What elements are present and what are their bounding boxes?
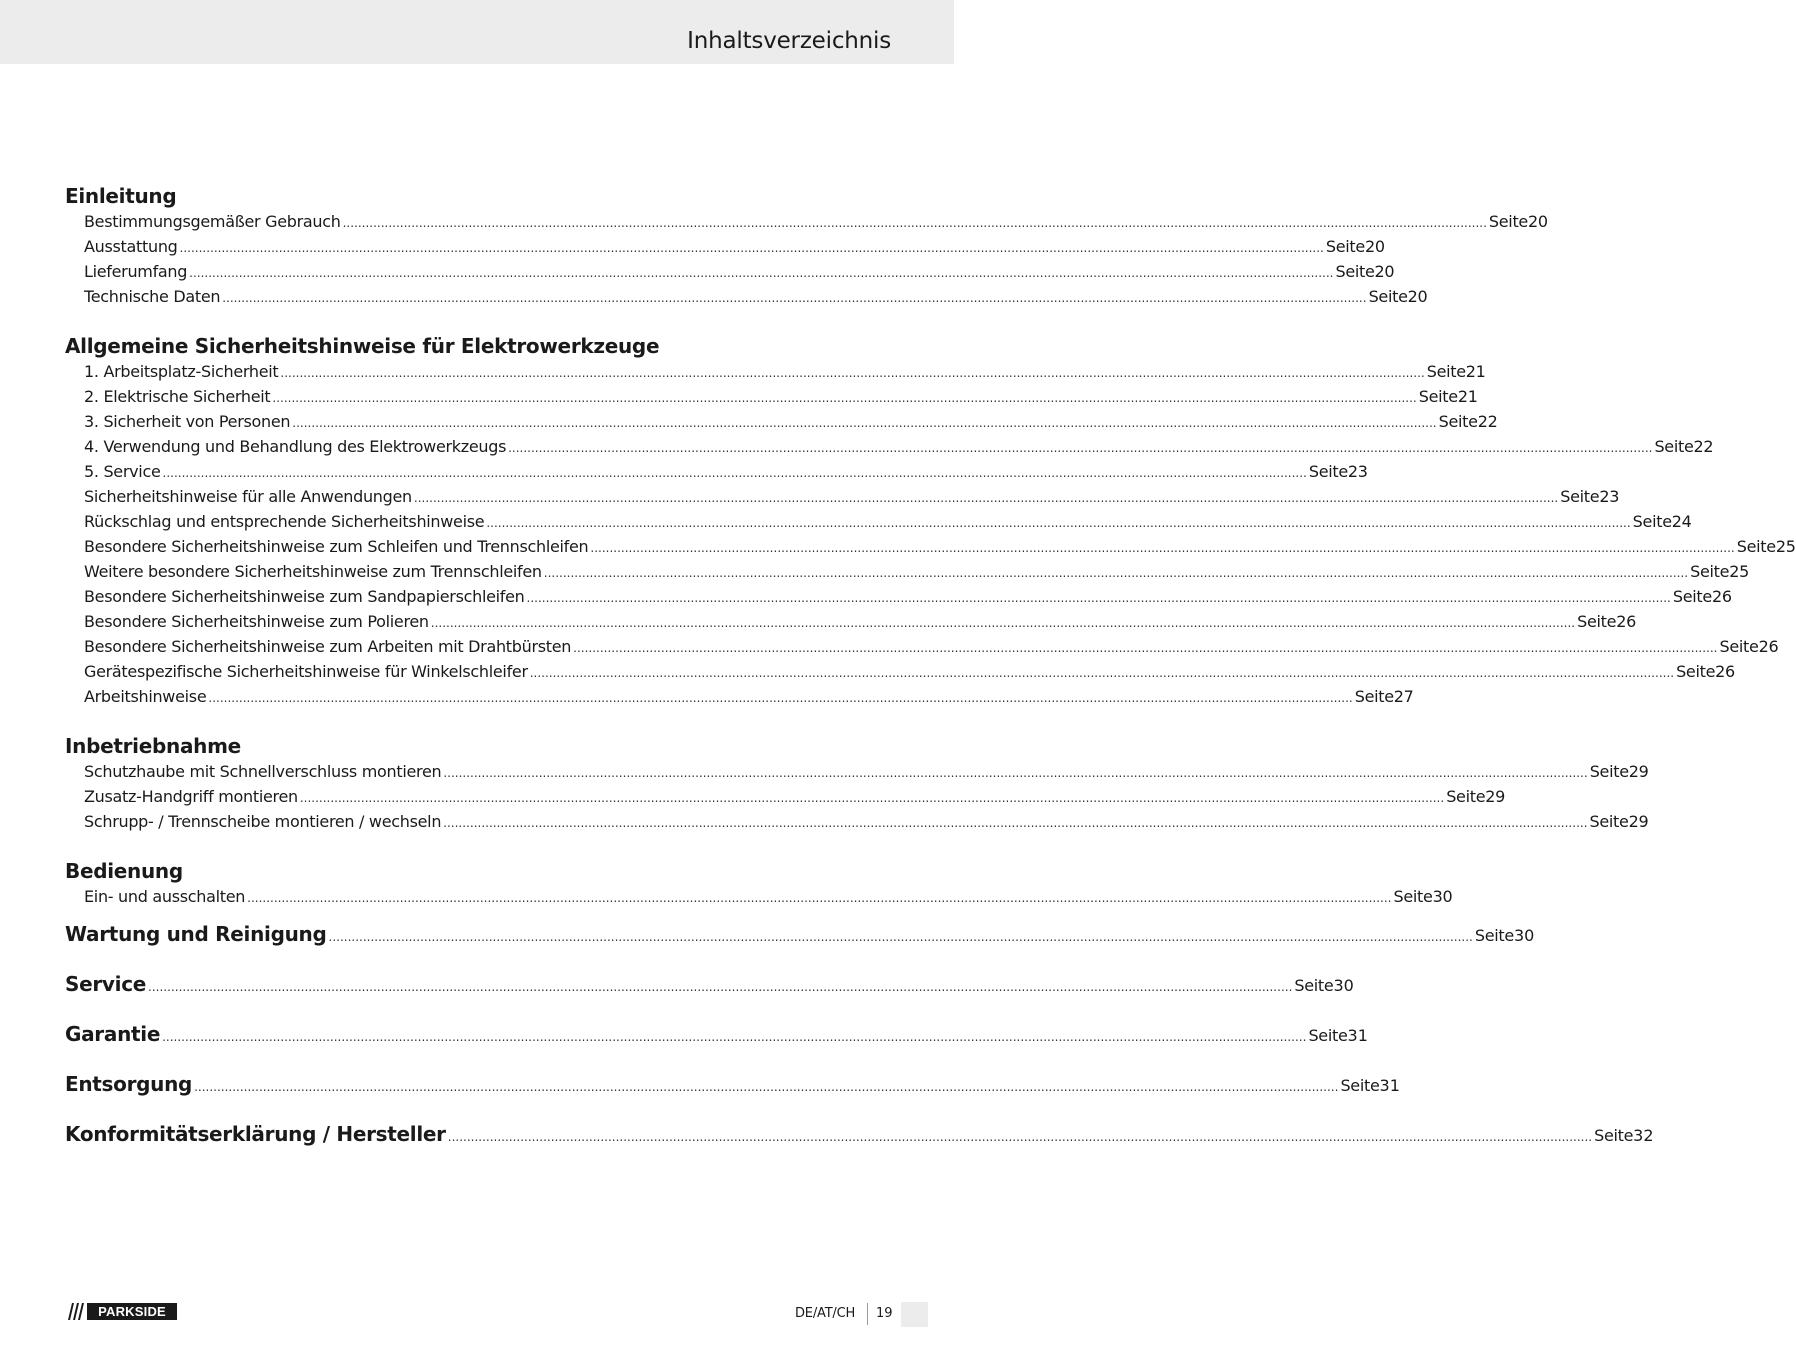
footer-divider	[867, 1303, 868, 1325]
entry-page-number: 20	[1407, 287, 1428, 306]
entry-page-number: 21	[1465, 362, 1486, 381]
entry-label: 2. Elektrische Sicherheit	[84, 387, 271, 406]
toc-entry[interactable]	[84, 284, 1428, 309]
toc-entry[interactable]	[84, 384, 1478, 409]
toc-section-bedienung	[65, 858, 1453, 909]
entry-page-number: 30	[1432, 887, 1453, 906]
dot-leader: ............................................................................................................................................................................................................................................................................................................	[292, 416, 1437, 430]
entry-label: 5. Service	[84, 462, 161, 481]
dot-leader: ............................................................................................................................................................................................................................................................................................................	[162, 466, 1307, 480]
entry-seite: Seite	[1474, 926, 1514, 945]
entry-label: Rückschlag und entsprechende Sicherheitshinweise	[84, 512, 485, 531]
entry-seite: Seite	[1308, 1026, 1348, 1045]
dot-leader: ............................................................................................................................................................................................................................................................................................................	[443, 816, 1588, 830]
entry-label: Lieferumfang	[84, 262, 188, 281]
toc-entry[interactable]	[84, 259, 1395, 284]
entry-page-number: 25	[1775, 537, 1796, 556]
entry-page-number: 20	[1527, 212, 1548, 231]
toc-entry[interactable]	[84, 659, 1735, 684]
main-entry-label: Wartung und Reinigung	[65, 922, 327, 946]
main-entry-label: Service	[65, 972, 147, 996]
section-gap	[65, 709, 889, 733]
entry-seite: Seite	[1594, 1126, 1634, 1145]
entry-label: Gerätespezifische Sicherheitshinweise für Winkelschleifer	[84, 662, 528, 681]
dot-leader: ............................................................................................................................................................................................................................................................................................................	[208, 691, 1353, 705]
entry-seite: Seite	[1560, 487, 1600, 506]
entry-label: Zusatz-Handgriff montieren	[84, 787, 298, 806]
logo-text: PARKSIDE	[87, 1303, 177, 1320]
section-entries	[84, 359, 1796, 709]
dot-leader: ............................................................................................................................................................................................................................................................................................................	[413, 491, 1559, 505]
dot-leader: ............................................................................................................................................................................................................................................................................................................	[443, 766, 1588, 780]
dot-leader: ............................................................................................................................................................................................................................................................................................................	[179, 241, 1324, 255]
entry-page-number: 26	[1758, 637, 1779, 656]
main-entry-label: Konformitätserklärung / Hersteller	[65, 1122, 446, 1146]
entry-page-number: 24	[1671, 512, 1692, 531]
entry-page-number: 30	[1513, 926, 1535, 945]
entry-label: Schrupp- / Trennscheibe montieren / wechseln	[84, 812, 442, 831]
entry-page-number: 23	[1347, 462, 1368, 481]
parkside-logo	[65, 1303, 177, 1320]
toc-main-entry[interactable]	[65, 1009, 1368, 1059]
entry-page-number: 26	[1715, 662, 1735, 681]
entry-seite: Seite	[1690, 562, 1730, 581]
logo-stripes-icon	[65, 1303, 87, 1320]
toc-entry[interactable]	[84, 209, 1548, 234]
toc-entry[interactable]	[84, 559, 1749, 584]
dot-leader: ............................................................................................................................................................................................................................................................................................................	[162, 1030, 1307, 1044]
entry-label: Sicherheitshinweise für alle Anwendungen	[84, 487, 412, 506]
entry-label: Ein- und ausschalten	[84, 887, 246, 906]
toc-entry[interactable]	[84, 809, 1649, 834]
dot-leader: ............................................................................................................................................................................................................................................................................................................	[590, 541, 1735, 555]
section-gap	[65, 834, 889, 858]
dot-leader: ............................................................................................................................................................................................................................................................................................................	[342, 216, 1487, 230]
entry-label: 1. Arbeitsplatz-Sicherheit	[84, 362, 279, 381]
section-entries	[84, 759, 1649, 834]
entry-label: Schutzhaube mit Schnellverschluss montieren	[84, 762, 442, 781]
entry-label: Arbeitshinweise	[84, 687, 207, 706]
entry-label: Weitere besondere Sicherheitshinweise zum Trennschleifen	[84, 562, 542, 581]
dot-leader: ............................................................................................................................................................................................................................................................................................................	[526, 591, 1671, 605]
entry-page-number: 25	[1729, 562, 1749, 581]
entry-page-number: 23	[1599, 487, 1620, 506]
dot-leader: ............................................................................................................................................................................................................................................................................................................	[447, 1130, 1593, 1144]
entry-label: Besondere Sicherheitshinweise zum Polieren	[84, 612, 429, 631]
entry-seite: Seite	[1294, 976, 1334, 995]
entry-page-number: 26	[1616, 612, 1636, 631]
entry-seite: Seite	[1676, 662, 1716, 681]
entry-seite: Seite	[1308, 462, 1348, 481]
entry-seite: Seite	[1577, 612, 1617, 631]
entry-seite: Seite	[1418, 387, 1458, 406]
entry-page-number: 31	[1347, 1026, 1368, 1045]
entry-label: Besondere Sicherheitshinweise zum Arbeiten mit Drahtbürsten	[84, 637, 572, 656]
entry-seite: Seite	[1340, 1076, 1380, 1095]
entry-label: Besondere Sicherheitshinweise zum Schleifen und Trennschleifen	[84, 537, 589, 556]
dot-leader: ............................................................................................................................................................................................................................................................................................................	[430, 616, 1576, 630]
dot-leader: ............................................................................................................................................................................................................................................................................................................	[299, 791, 1445, 805]
entry-page-number: 21	[1457, 387, 1478, 406]
toc-section-inbetriebnahme	[65, 733, 1649, 834]
main-entry-label: Garantie	[65, 1022, 161, 1046]
main-entry-label: Entsorgung	[65, 1072, 193, 1096]
toc-entry[interactable]	[84, 684, 1414, 709]
toc-section-einleitung	[65, 183, 1548, 309]
footer-box	[901, 1302, 928, 1327]
entry-seite: Seite	[1426, 362, 1466, 381]
entry-seite: Seite	[1368, 287, 1408, 306]
entry-seite: Seite	[1354, 687, 1394, 706]
toc-entry[interactable]	[84, 784, 1506, 809]
header-bar	[0, 0, 954, 64]
toc-entry[interactable]	[84, 584, 1732, 609]
entry-page-number: 22	[1477, 412, 1498, 431]
toc-main-entry[interactable]	[65, 1109, 1654, 1159]
dot-leader: ............................................................................................................................................................................................................................................................................................................	[573, 641, 1718, 655]
dot-leader: ............................................................................................................................................................................................................................................................................................................	[328, 930, 1473, 944]
entry-page-number: 30	[1333, 976, 1354, 995]
toc-entry[interactable]	[84, 759, 1649, 784]
section-heading: Allgemeine Sicherheitshinweise für Elektrowerkzeuge	[65, 334, 660, 358]
entry-seite: Seite	[1632, 512, 1672, 531]
entry-label: Besondere Sicherheitshinweise zum Sandpapierschleifen	[84, 587, 525, 606]
section-entries	[84, 884, 1453, 909]
toc-entry[interactable]	[84, 359, 1486, 384]
section-heading: Bedienung	[65, 859, 183, 883]
dot-leader: ............................................................................................................................................................................................................................................................................................................	[280, 366, 1425, 380]
entry-seite: Seite	[1393, 887, 1433, 906]
section-gap	[65, 309, 889, 333]
section-entries	[84, 209, 1548, 309]
dot-leader: ............................................................................................................................................................................................................................................................................................................	[247, 891, 1392, 905]
toc-entry[interactable]	[84, 534, 1796, 559]
toc-entry[interactable]	[84, 609, 1636, 634]
footer-country: DE/AT/CH	[795, 1306, 856, 1321]
toc-entry[interactable]	[84, 234, 1385, 259]
dot-leader: ............................................................................................................................................................................................................................................................................................................	[508, 441, 1653, 455]
toc-entry[interactable]	[84, 459, 1368, 484]
toc-entry[interactable]	[84, 509, 1692, 534]
entry-seite: Seite	[1335, 262, 1375, 281]
entry-label: Bestimmungsgemäßer Gebrauch	[84, 212, 341, 231]
dot-leader: ............................................................................................................................................................................................................................................................................................................	[189, 266, 1334, 280]
entry-seite: Seite	[1672, 587, 1712, 606]
entry-page-number: 29	[1485, 787, 1506, 806]
dot-leader: ............................................................................................................................................................................................................................................................................................................	[529, 666, 1675, 680]
dot-leader: ............................................................................................................................................................................................................................................................................................................	[543, 566, 1689, 580]
entry-seite: Seite	[1736, 537, 1776, 556]
dot-leader: ............................................................................................................................................................................................................................................................................................................	[194, 1080, 1339, 1094]
entry-page-number: 29	[1628, 762, 1649, 781]
entry-seite: Seite	[1654, 437, 1694, 456]
entry-label: 3. Sicherheit von Personen	[84, 412, 291, 431]
entry-label: Ausstattung	[84, 237, 178, 256]
entry-seite: Seite	[1589, 812, 1629, 831]
footer-page-number: 19	[876, 1306, 893, 1321]
toc-section-sicherheitshinweise	[65, 333, 1796, 709]
entry-page-number: 27	[1393, 687, 1414, 706]
toc-entry[interactable]	[84, 434, 1714, 459]
page-title: Inhaltsverzeichnis	[687, 28, 891, 54]
entry-page-number: 32	[1633, 1126, 1654, 1145]
toc-main-entry[interactable]	[65, 909, 1535, 959]
table-of-contents	[65, 183, 1796, 1159]
toc-entry[interactable]	[84, 634, 1779, 659]
entry-page-number: 31	[1379, 1076, 1400, 1095]
dot-leader: ............................................................................................................................................................................................................................................................................................................	[486, 516, 1631, 530]
entry-seite: Seite	[1446, 787, 1486, 806]
entry-page-number: 29	[1628, 812, 1649, 831]
entry-page-number: 26	[1711, 587, 1732, 606]
entry-page-number: 20	[1364, 237, 1385, 256]
toc-entry[interactable]	[84, 884, 1453, 909]
dot-leader: ............................................................................................................................................................................................................................................................................................................	[222, 291, 1367, 305]
toc-main-entry[interactable]	[65, 959, 1354, 1009]
entry-label: Technische Daten	[84, 287, 221, 306]
toc-entry[interactable]	[84, 484, 1620, 509]
dot-leader: ............................................................................................................................................................................................................................................................................................................	[272, 391, 1417, 405]
entry-seite: Seite	[1488, 212, 1528, 231]
entry-seite: Seite	[1438, 412, 1478, 431]
section-heading: Einleitung	[65, 184, 177, 208]
entry-seite: Seite	[1325, 237, 1365, 256]
entry-seite: Seite	[1589, 762, 1629, 781]
entry-page-number: 22	[1693, 437, 1714, 456]
toc-entry[interactable]	[84, 409, 1498, 434]
entry-label: 4. Verwendung und Behandlung des Elektrowerkzeugs	[84, 437, 507, 456]
toc-main-entry[interactable]	[65, 1059, 1400, 1109]
entry-seite: Seite	[1719, 637, 1759, 656]
section-heading: Inbetriebnahme	[65, 734, 241, 758]
dot-leader: ............................................................................................................................................................................................................................................................................................................	[148, 980, 1293, 994]
entry-page-number: 20	[1374, 262, 1395, 281]
